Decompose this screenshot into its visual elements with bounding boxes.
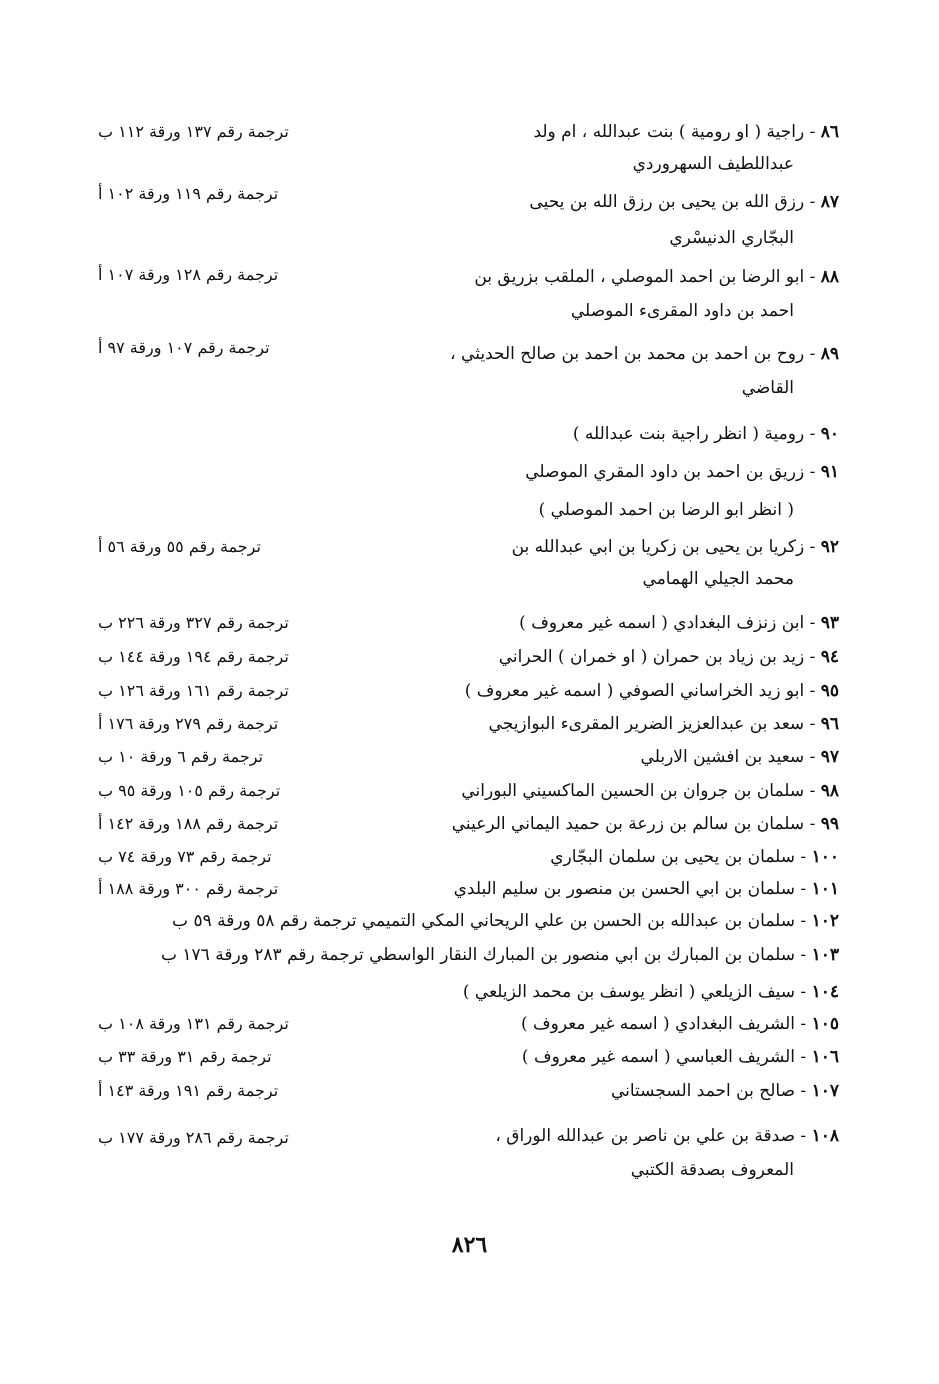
entry-continuation: المعروف بصدقة الكتبي (630, 1160, 794, 1180)
entry-line: ١٠٨ - صدقة بن علي بن ناصر بن عبدالله الوراق ، (495, 1126, 839, 1146)
entry-continuation: ( انظر ابو الرضا بن احمد الموصلي ) (538, 500, 794, 520)
entry-reference: ترجمة رقم ١٢٨ ورقة ١٠٧ أ (98, 265, 279, 284)
entry-text: سلمان بن يحيى بن سلمان البجّاري (550, 847, 796, 867)
entry-number: ٩٨ (820, 781, 839, 801)
entry-number: ١٠٨ (811, 1126, 839, 1146)
entry-reference: ترجمة رقم ٦ ورقة ١٠ ب (98, 747, 263, 766)
entry-text: رومية ( انظر راجية بنت عبدالله ) (572, 424, 805, 444)
entry-text: الشريف البغدادي ( اسمه غير معروف ) (520, 1014, 796, 1034)
entry-number: ٨٧ (820, 192, 839, 212)
entry-text: زكريا بن يحيى بن زكريا بن ابي عبدالله بن (511, 537, 805, 557)
entry-reference: ترجمة رقم ١٣١ ورقة ١٠٨ ب (98, 1014, 289, 1033)
page-number: ٨٢٦ (451, 1232, 488, 1258)
entry-continuation: احمد بن داود المقرىء الموصلي (570, 301, 794, 321)
entry-reference: ترجمة رقم ١٠٥ ورقة ٩٥ ب (98, 781, 281, 800)
entry-text: رزق الله بن يحيى بن رزق الله بن يحيى (529, 192, 805, 212)
entry-number: ١٠٢ (811, 911, 839, 931)
entry-reference: ترجمة رقم ١٣٧ ورقة ١١٢ ب (98, 122, 289, 141)
entry-number: ٩٥ (820, 681, 839, 701)
entry-text: ابو زيد الخراساني الصوفي ( اسمه غير معروف ) (464, 681, 805, 701)
entry-line: ٩٣ - ابن زنزف البغدادي ( اسمه غير معروف ) (519, 613, 839, 633)
entry-text: سلمان بن جروان بن الحسين الماكسيني البوراني (461, 781, 805, 801)
entry-continuation: البجّاري الدنيسْري (669, 228, 794, 248)
entry-continuation: محمد الجيلي الهمامي (642, 569, 794, 589)
entry-number: ٨٩ (820, 344, 839, 364)
entry-text: سيف الزيلعي ( انظر يوسف بن محمد الزيلعي ) (462, 982, 796, 1002)
entry-line: ٩٤ - زيد بن زياد بن حمران ( او خمران ) الحراني (498, 647, 839, 667)
entry-line: ١٠٥ - الشريف البغدادي ( اسمه غير معروف ) (520, 1014, 839, 1034)
entry-number: ٩٦ (820, 714, 839, 734)
entry-number: ١٠٥ (811, 1014, 839, 1034)
entry-reference: ترجمة رقم ١٠٧ ورقة ٩٧ أ (98, 338, 270, 357)
entry-text: صالح بن احمد السجستاني (610, 1081, 796, 1101)
entry-text: الشريف العباسي ( اسمه غير معروف ) (521, 1047, 796, 1067)
entry-text: زيد بن زياد بن حمران ( او خمران ) الحراني (498, 647, 805, 667)
entry-number: ٩٣ (820, 613, 839, 633)
entry-line: ١٠١ - سلمان بن ابي الحسن بن منصور بن سليم البلدي (453, 879, 839, 899)
entry-number: ٩٧ (820, 747, 839, 767)
entry-line: ٩٠ - رومية ( انظر راجية بنت عبدالله ) (572, 424, 839, 444)
entry-number: ٩٢ (820, 537, 839, 557)
entry-line: ١٠٢ - سلمان بن عبدالله بن الحسن بن علي الريحاني المكي التميمي ترجمة رقم ٥٨ ورقة ٥٩ ب (172, 911, 839, 931)
entry-text: ابن زنزف البغدادي ( اسمه غير معروف ) (519, 613, 805, 633)
entry-text: ابو الرضا بن احمد الموصلي ، الملقب بزريق بن (474, 267, 805, 287)
entry-line: ٩٢ - زكريا بن يحيى بن زكريا بن ابي عبدالله بن (511, 537, 839, 557)
entry-text: زريق بن احمد بن داود المقري الموصلي (525, 462, 805, 482)
entry-line: ٩٩ - سلمان بن سالم بن زرعة بن حميد اليماني الرعيني (451, 814, 839, 834)
entry-reference: ترجمة رقم ٣٢٧ ورقة ٢٢٦ ب (98, 613, 289, 632)
entry-reference: ترجمة رقم ٢٧٩ ورقة ١٧٦ أ (98, 714, 279, 733)
entry-text: صدقة بن علي بن ناصر بن عبدالله الوراق ، (495, 1126, 796, 1146)
entry-reference: ترجمة رقم ٣٠٠ ورقة ١٨٨ أ (98, 879, 279, 898)
entry-number: ١٠٣ (811, 945, 839, 965)
entry-line: ٨٧ - رزق الله بن يحيى بن رزق الله بن يحيى (529, 192, 839, 212)
entry-text: روح بن احمد بن محمد بن احمد بن صالح الحديثي ، (450, 344, 805, 364)
entry-text: سلمان بن عبدالله بن الحسن بن علي الريحاني المكي التميمي ترجمة رقم ٥٨ ورقة ٥٩ ب (172, 911, 796, 931)
entry-continuation: القاضي (741, 378, 794, 398)
entry-number: ٨٦ (820, 122, 839, 142)
entry-line: ٩٨ - سلمان بن جروان بن الحسين الماكسيني البوراني (461, 781, 839, 801)
entry-line: ١٠٠ - سلمان بن يحيى بن سلمان البجّاري (550, 847, 839, 867)
entry-line: ١٠٣ - سلمان بن المبارك بن ابي منصور بن المبارك النقار الواسطي ترجمة رقم ٢٨٣ ورقة ١٧٦ ب (160, 945, 839, 965)
entry-text: سلمان بن المبارك بن ابي منصور بن المبارك النقار الواسطي ترجمة رقم ٢٨٣ ورقة ١٧٦ ب (160, 945, 796, 965)
entry-number: ١٠٧ (811, 1081, 839, 1101)
entry-line: ٨٨ - ابو الرضا بن احمد الموصلي ، الملقب بزريق بن (474, 267, 839, 287)
entry-reference: ترجمة رقم ١٨٨ ورقة ١٤٢ أ (98, 814, 279, 833)
entry-number: ٩٤ (820, 647, 839, 667)
entry-reference: ترجمة رقم ١٩١ ورقة ١٤٣ أ (98, 1081, 279, 1100)
entry-text: سلمان بن ابي الحسن بن منصور بن سليم البلدي (453, 879, 796, 899)
entry-line: ١٠٧ - صالح بن احمد السجستاني (610, 1081, 839, 1101)
entry-line: ٨٦ - راجية ( او رومية ) بنت عبدالله ، ام ولد (533, 122, 839, 142)
entry-reference: ترجمة رقم ١٦١ ورقة ١٢٦ ب (98, 681, 289, 700)
entry-number: ٩٩ (820, 814, 839, 834)
entry-text: سلمان بن سالم بن زرعة بن حميد اليماني الرعيني (451, 814, 805, 834)
entry-reference: ترجمة رقم ٥٥ ورقة ٥٦ أ (98, 537, 261, 556)
entry-reference: ترجمة رقم ٧٣ ورقة ٧٤ ب (98, 847, 272, 866)
entry-line: ٩٧ - سعيد بن افشين الاربلي (640, 747, 839, 767)
entry-line: ١٠٦ - الشريف العباسي ( اسمه غير معروف ) (521, 1047, 839, 1067)
entry-line: ٩١ - زريق بن احمد بن داود المقري الموصلي (525, 462, 839, 482)
entry-reference: ترجمة رقم ٢٨٦ ورقة ١٧٧ ب (98, 1128, 289, 1147)
entry-line: ١٠٤ - سيف الزيلعي ( انظر يوسف بن محمد الزيلعي ) (462, 982, 839, 1002)
entry-text: سعيد بن افشين الاربلي (640, 747, 805, 767)
entry-reference: ترجمة رقم ١١٩ ورقة ١٠٢ أ (98, 184, 279, 203)
entry-reference: ترجمة رقم ١٩٤ ورقة ١٤٤ ب (98, 647, 289, 666)
entry-reference: ترجمة رقم ٣١ ورقة ٣٣ ب (98, 1047, 272, 1066)
entry-number: ١٠٠ (811, 847, 839, 867)
entry-number: ١٠٤ (811, 982, 839, 1002)
entry-line: ٩٥ - ابو زيد الخراساني الصوفي ( اسمه غير معروف ) (464, 681, 839, 701)
entry-number: ٨٨ (820, 267, 839, 287)
entry-number: ١٠١ (811, 879, 839, 899)
entry-number: ٩١ (820, 462, 839, 482)
entry-text: راجية ( او رومية ) بنت عبدالله ، ام ولد (533, 122, 805, 142)
entry-number: ١٠٦ (811, 1047, 839, 1067)
entry-number: ٩٠ (820, 424, 839, 444)
entry-continuation: عبداللطيف السهروردي (632, 154, 794, 174)
entry-line: ٨٩ - روح بن احمد بن محمد بن احمد بن صالح الحديثي ، (450, 344, 839, 364)
entry-line: ٩٦ - سعد بن عبدالعزيز الضرير المقرىء البوازيجي (488, 714, 839, 734)
entry-text: سعد بن عبدالعزيز الضرير المقرىء البوازيجي (488, 714, 805, 734)
